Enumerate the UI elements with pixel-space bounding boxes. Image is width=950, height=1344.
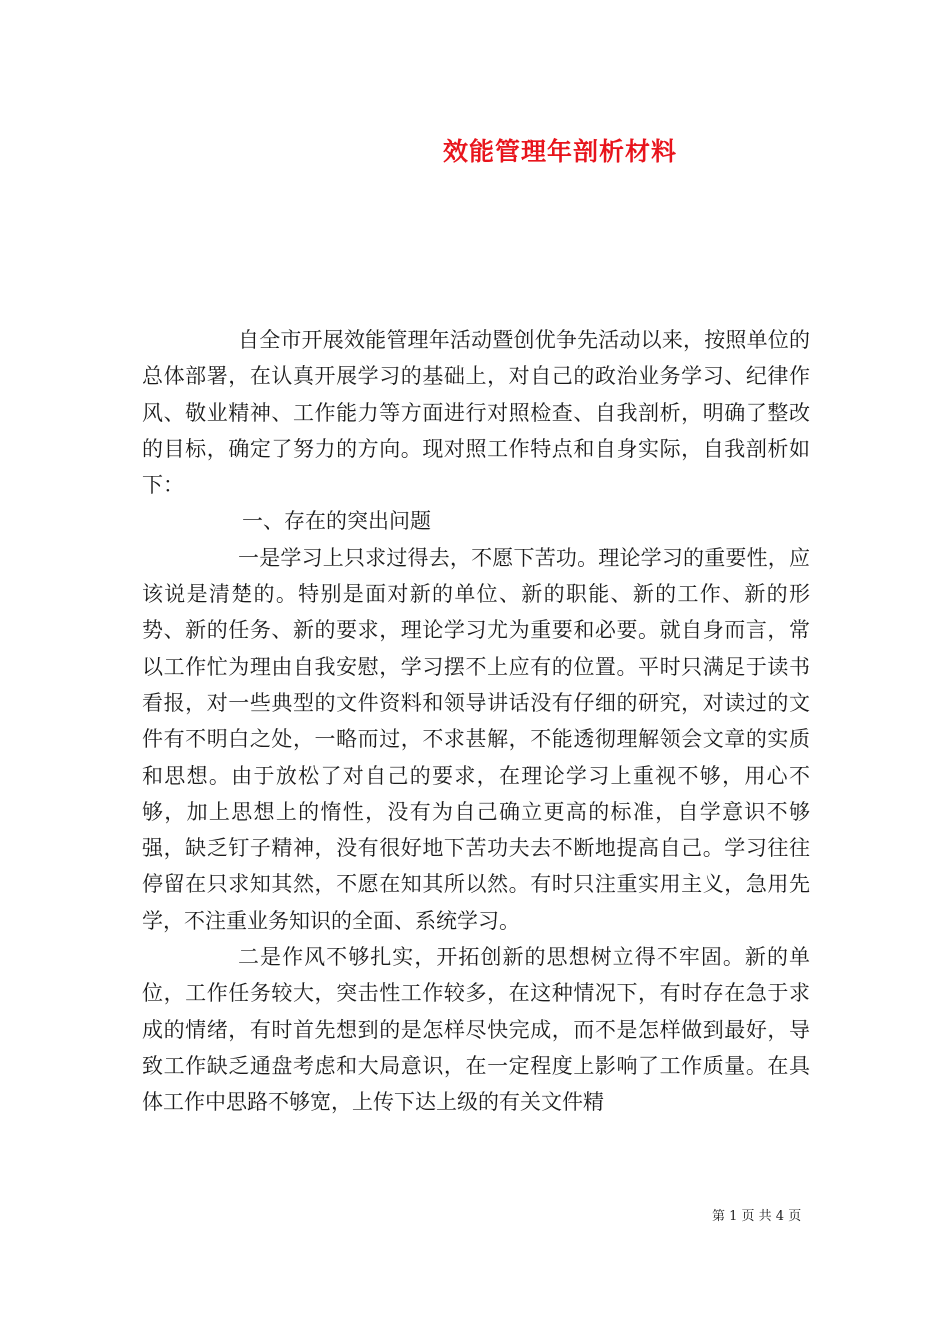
document-body xyxy=(142,322,810,1121)
page-title: 效能管理年剖析材料 xyxy=(442,137,677,166)
paragraph-intro: 自全市开展效能管理年活动暨创优争先活动以来，按照单位的总体部署，在认真开展学习的基础上，对自己的政治业务学习、纪律作风、敬业精神、工作能力等方面进行对照检查、自我剖析，明确了整改的目标，确定了努力的方向。现对照工作特点和自身实际，自我剖析如下： xyxy=(142,328,810,498)
paragraph-point-two: 二是作风不够扎实，开拓创新的思想树立得不牢固。新的单位，工作任务较大，突击性工作较多，在这种情况下，有时存在急于求成的情绪，有时首先想到的是怎样尽快完成，而不是怎样做到最好，导致工作缺乏通盘考虑和大局意识，在一定程度上影响了工作质量。在具体工作中思路不够宽，上传下达上级的有关文件精 xyxy=(142,945,810,1115)
paragraph-point-one: 一是学习上只求过得去，不愿下苦功。理论学习的重要性，应该说是清楚的。特别是面对新的单位、新的职能、新的工作、新的形势、新的任务、新的要求，理论学习尤为重要和必要。就自身而言，常以工作忙为理由自我安慰，学习摆不上应有的位置。平时只满足于读书看报，对一些典型的文件资料和领导讲话没有仔细的研究，对读过的文件有不明白之处，一略而过，不求甚解，不能透彻理解领会文章的实质和思想。由于放松了对自己的要求，在理论学习上重视不够，用心不够，加上思想上的惰性，没有为自己确立更高的标准，自学意识不够强，缺乏钉子精神，没有很好地下苦功夫去不断地提高自己。学习往往停留在只求知其然，不愿在知其所以然。有时只注重实用主义，急用先学，不注重业务知识的全面、系统学习。 xyxy=(142,545,810,933)
section-heading: 一、存在的突出问题 xyxy=(242,509,431,534)
page-number: 第 1 页 共 4 页 xyxy=(712,1209,802,1224)
